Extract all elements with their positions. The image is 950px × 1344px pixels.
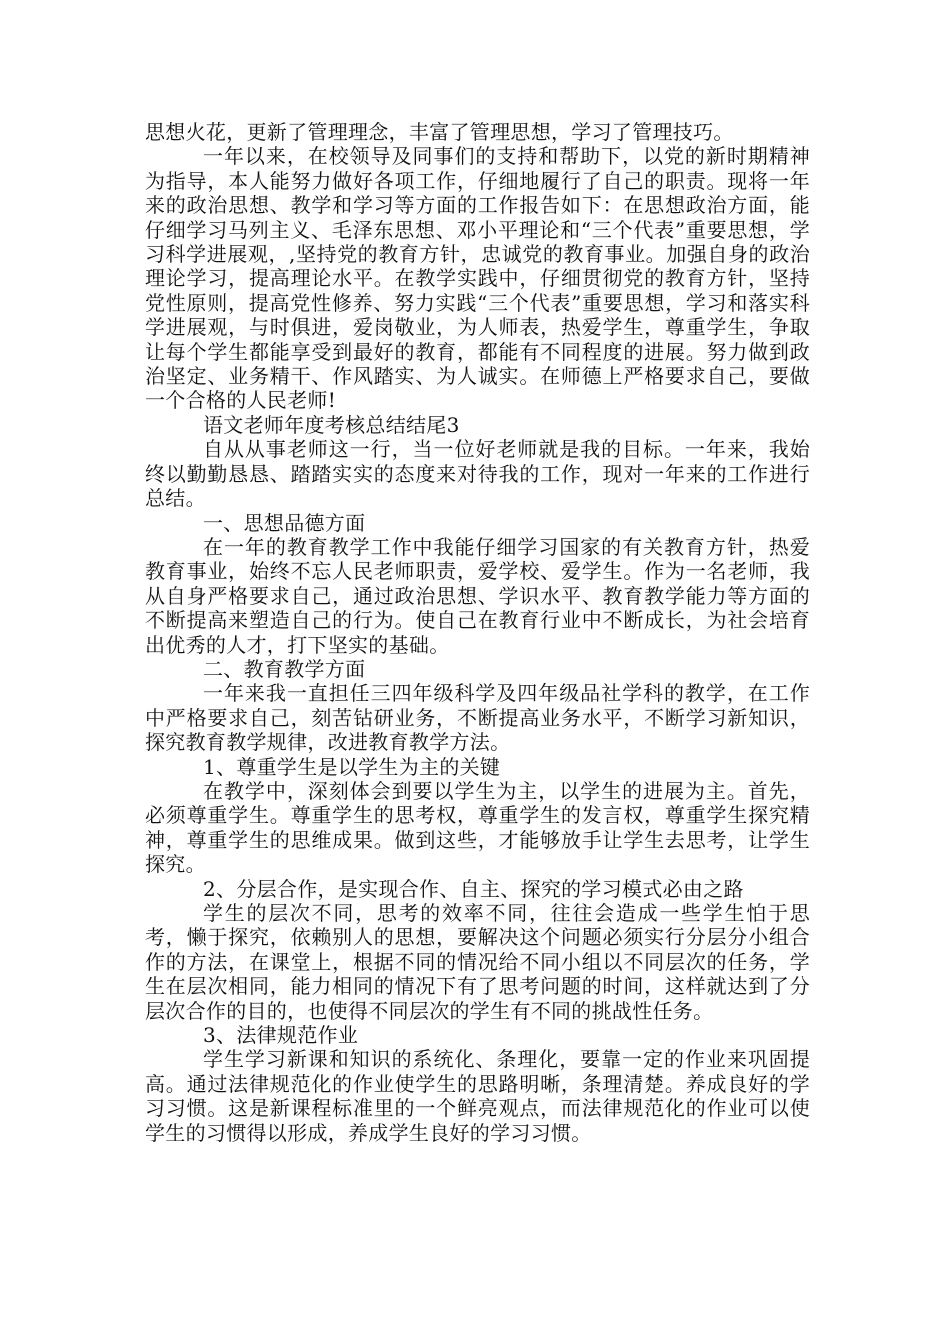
heading-homework-standards: 3、法律规范作业 [203,1023,359,1048]
heading-teaching: 二、教育教学方面 [203,656,366,681]
heading-respect-students: 1、尊重学生是以学生为主的关键 [203,754,501,779]
section-title: 语文老师年度考核总结结尾3 [203,412,460,437]
paragraph-layered-cooperation: 学生的层次不同，思考的效率不同，往往会造成一些学生怕于思考，懒于探究，依赖别人的思想，要解决这个问题必须实行分层分小组合作的方法，在课堂上，根据不同的情况给不同小组以不同层次的任务，学生在层次相同，能力相同的情况下有了思考问题的时间，这样就达到了分层次合作的目的，也使得不同层次的学生有不同的挑战性任务。 [145,901,810,1023]
paragraph-political-thought: 一年以来，在校领导及同事们的支持和帮助下，以党的新时期精神为指导，本人能努力做好各项工作，仔细地履行了自己的职责。现将一年来的政治思想、教学和学习等方面的工作报告如下：在思想政治方面，能仔细学习马列主义、毛泽东思想、邓小平理论和“三个代表”重要思想，学习科学进展观，,坚持党的教育方针，忠诚党的教育事业。加强自身的政治理论学习，提高理论水平。在教学实践中，仔细贯彻党的教育方针，坚持党性原则，提高党性修养、努力实践“三个代表”重要思想，学习和落实科学进展观，与时俱进，爱岗敬业，为人师表，热爱学生，尊重学生，争取让每个学生都能享受到最好的教育，都能有不同程度的进展。努力做到政治坚定、业务精干、作风踏实、为人诚实。在师德上严格要求自己，要做一个合格的人民老师! [145,144,810,413]
paragraph-moral-character: 在一年的教育教学工作中我能仔细学习国家的有关教育方针，热爱教育事业，始终不忘人民老师职责，爱学校、爱学生。作为一名老师，我从自身严格要求自己，通过政治思想、学识水平、教育教学能力等方面的不断提高来塑造自己的行为。使自己在教育行业中不断成长，为社会培育出优秀的人才，打下坚实的基础。 [145,534,810,657]
paragraph-teaching: 一年来我一直担任三四年级科学及四年级品社学科的教学，在工作中严格要求自己，刻苦钻研业务，不断提高业务水平，不断学习新知识，探究教育教学规律，改进教育教学方法。 [145,681,810,755]
heading-moral-character: 一、思想品德方面 [203,510,366,535]
paragraph-continuation: 思想火花，更新了管理理念，丰富了管理思想，学习了管理技巧。 [145,120,734,144]
paragraph-respect-students: 在教学中，深刻体会到要以学生为主，以学生的进展为主。首先，必须尊重学生。尊重学生的思考权，尊重学生的发言权，尊重学生探究精神，尊重学生的思维成果。做到这些，才能够放手让学生去思考，让学生探究。 [145,778,810,877]
paragraph-intro: 自从从事老师这一行，当一位好老师就是我的目标。一年来，我始终以勤勤恳恳、踏踏实实的态度来对待我的工作，现对一年来的工作进行总结。 [145,437,810,511]
heading-layered-cooperation: 2、分层合作，是实现合作、自主、探究的学习模式必由之路 [203,876,744,901]
document-body [145,120,810,1145]
paragraph-homework-standards: 学生学习新课和知识的系统化、条理化，要靠一定的作业来巩固提高。通过法律规范化的作业使学生的思路明晰，条理清楚。养成良好的学习习惯。这是新课程标准里的一个鲜亮观点，而法律规范化的作业可以使学生的习惯得以形成，养成学生良好的学习习惯。 [145,1047,810,1145]
